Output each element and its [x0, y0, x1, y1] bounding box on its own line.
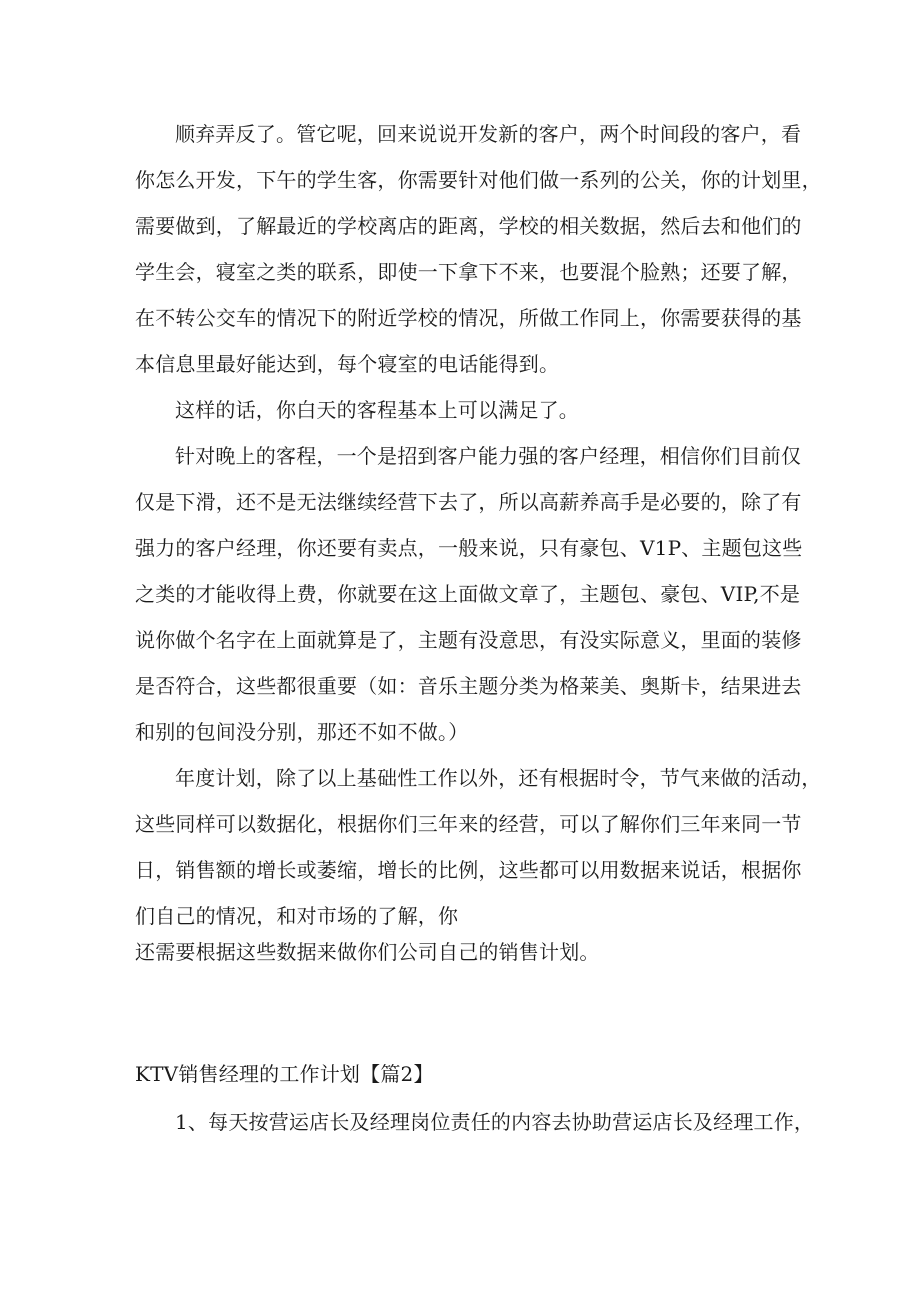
- section-heading: KTV销售经理的工作计划【篇2】: [135, 1062, 434, 1086]
- paragraph-3-line-2: 仅是下滑，还不是无法继续经营下去了，所以高薪养高手是必要的，除了有: [135, 490, 802, 514]
- paragraph-3-line-7: 和别的包间没分别，那还不如不做。）: [135, 720, 469, 744]
- paragraph-1-line-6: 本信息里最好能达到，每个寝室的电话能得到。: [135, 352, 560, 376]
- paragraph-2-line-1: 这样的话，你白天的客程基本上可以满足了。: [175, 398, 579, 422]
- paragraph-3-line-6: 是否符合，这些都很重要（如：音乐主题分类为格莱美、奥斯卡，结果进去: [135, 674, 802, 698]
- paragraph-1-line-3: 需要做到，了解最近的学校离店的距离，学校的相关数据，然后去和他们的: [135, 214, 802, 238]
- paragraph-1-line-2: 你怎么开发，下午的学生客，你需要针对他们做一系列的公关，你的计划里，: [135, 168, 822, 192]
- paragraph-1-line-1: 顺弃弄反了。管它呢，回来说说开发新的客户，两个时间段的客户，看: [175, 122, 802, 146]
- paragraph-4-line-2: 这些同样可以数据化，根据你们三年来的经营，可以了解你们三年来同一节: [135, 812, 802, 836]
- paragraph-4-line-1: 年度计划，除了以上基础性工作以外，还有根据时令，节气来做的活动，: [175, 766, 822, 790]
- paragraph-3-line-3: 强力的客户经理，你还要有卖点，一般来说，只有豪包、V1P、主题包这些: [135, 536, 803, 560]
- paragraph-3-line-1: 针对晚上的客程，一个是招到客户能力强的客户经理，相信你们目前仅: [175, 444, 802, 468]
- paragraph-1-line-5: 在不转公交车的情况下的附近学校的情况，所做工作同上，你需要获得的基: [135, 306, 802, 330]
- paragraph-4-line-5: 还需要根据这些数据来做你们公司自己的销售计划。: [135, 940, 600, 964]
- paragraph-4-line-4: 们自己的情况，和对市场的了解，你: [135, 904, 459, 928]
- paragraph-1-line-4: 学生会，寝室之类的联系，即使一下拿下不来，也要混个脸熟；还要了解，: [135, 260, 802, 284]
- paragraph-3-line-4: 之类的才能收得上费，你就要在这上面做文章了，主题包、豪包、VIP,不是: [135, 582, 801, 606]
- list-item-1: 1、每天按营运店长及经理岗位责任的内容去协助营运店长及经理工作，: [175, 1110, 815, 1134]
- paragraph-4-line-3: 日，销售额的增长或萎缩，增长的比例，这些都可以用数据来说话，根据你: [135, 858, 802, 882]
- paragraph-3-line-5: 说你做个名字在上面就算是了，主题有没意思，有没实际意义，里面的装修: [135, 628, 802, 652]
